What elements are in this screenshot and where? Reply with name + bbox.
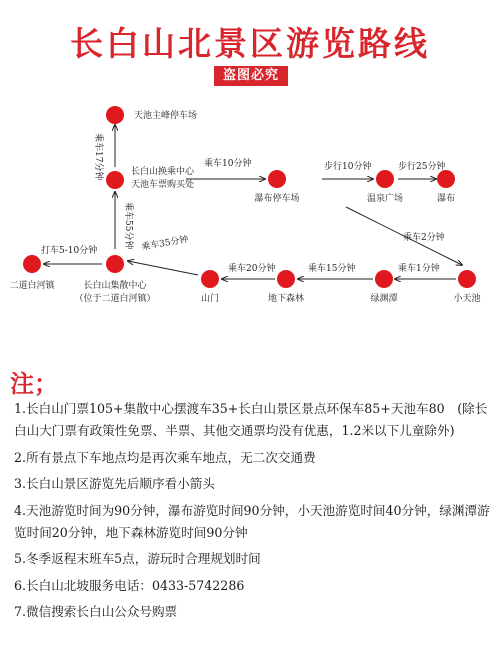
note-item: 4.天池游览时间为90分钟，瀑布游览时间90分钟，小天池游览时间40分钟，绿渊潭游览时间20分钟，地下森林游览时间90分钟 xyxy=(14,502,490,541)
note-item: 5.冬季返程末班车5点，游玩时合理规划时间 xyxy=(14,551,261,567)
station-label-erdao: 二道白河镇 xyxy=(9,281,55,291)
node-hot-spring xyxy=(376,170,394,188)
route-map xyxy=(0,95,500,325)
node-collect-center xyxy=(106,255,124,273)
station-label-tianchi-peak: 天池主峰停车场 xyxy=(134,111,198,121)
edge-label-walk-hotspring: 步行10分钟 xyxy=(324,162,372,172)
node-lake xyxy=(375,270,393,288)
station-label-collect-1: 长白山集散中心 xyxy=(83,281,147,291)
note-item: 3.长白山景区游览先后顺序看小箭头 xyxy=(14,476,215,492)
edge-label-small-to-lake: 乘车1分钟 xyxy=(398,264,440,274)
node-erdao xyxy=(23,255,41,273)
station-label-waterfall: 瀑布 xyxy=(436,194,456,204)
station-label-collect-2: （位于二道白河镇） xyxy=(74,294,156,304)
station-label-transfer-1: 长白山换乘中心 xyxy=(131,167,195,177)
edge-label-peak: 乘车17分钟 xyxy=(93,133,103,181)
note-item: 7.微信搜索长白山公众号购票 xyxy=(14,604,178,620)
edge-label-taxi: 打车5-10分钟 xyxy=(41,246,98,256)
edge-label-transfer-to-waterfall: 乘车10分钟 xyxy=(204,159,252,169)
edge-label-waterfall-to-small: 乘车2分钟 xyxy=(403,233,445,243)
node-forest xyxy=(277,270,295,288)
node-xiaotianchi xyxy=(458,270,476,288)
edge-label-forest-to-shanmen: 乘车20分钟 xyxy=(228,264,276,274)
node-waterfall-parking xyxy=(268,170,286,188)
station-label-shanmen: 山门 xyxy=(200,294,220,304)
station-label-xiaotianchi: 小天池 xyxy=(453,294,481,304)
page-title: 长白山北景区游览路线 xyxy=(70,24,430,63)
notes-heading: 注； xyxy=(10,370,58,398)
node-changbai-transfer xyxy=(106,171,124,189)
edge-label-lake-to-forest: 乘车15分钟 xyxy=(308,264,356,274)
edge-shanmen-to-collect xyxy=(128,261,198,275)
station-label-waterfall-parking: 瀑布停车场 xyxy=(254,194,300,204)
node-tianchi-peak xyxy=(106,106,124,124)
station-label-transfer-2: 天池车票购买处 xyxy=(131,180,195,190)
notes-list xyxy=(14,398,492,628)
node-shanmen xyxy=(201,270,219,288)
note-item: 1.长白山门票105+集散中心摆渡车35+长白山景区景点环保车85+天池车80 (除长白山大门票有政策性免票、半票、其他交通票均没有优惠，1.2米以下儿童除外) xyxy=(14,401,488,439)
station-label-lake: 绿渊潭 xyxy=(370,294,398,304)
copyright-badge: 盗图必究 xyxy=(214,66,288,86)
edge-label-collect-to-transfer: 乘车55分钟 xyxy=(123,202,133,250)
edge-label-shanmen-to-collect: 乘车35分钟 xyxy=(140,234,190,253)
note-item: 2.所有景点下车地点均是再次乘车地点，无二次交通费 xyxy=(14,449,316,465)
node-waterfall xyxy=(437,170,455,188)
station-label-hot-spring: 温泉广场 xyxy=(366,194,404,204)
note-item: 6.长白山北坡服务电话：0433-5742286 xyxy=(14,577,245,593)
edge-label-walk-waterfall: 步行25分钟 xyxy=(398,162,446,172)
station-label-forest: 地下森林 xyxy=(267,294,305,304)
